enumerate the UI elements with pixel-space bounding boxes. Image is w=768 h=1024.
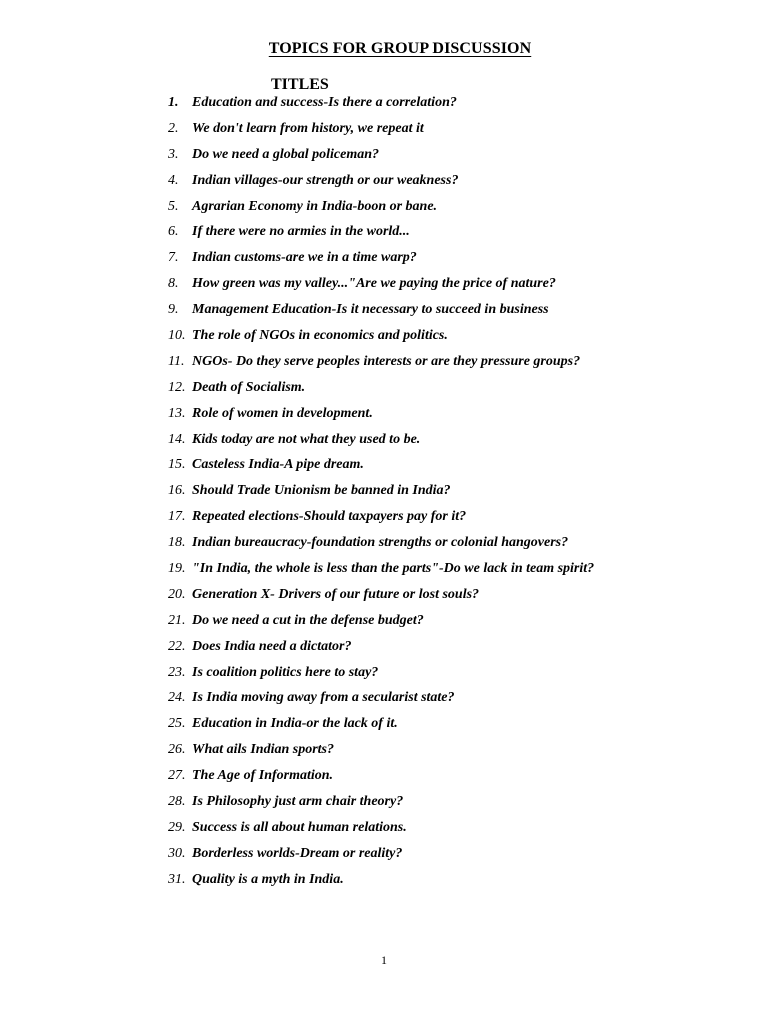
topic-text: Repeated elections-Should taxpayers pay for it?	[192, 509, 467, 525]
list-item	[168, 534, 594, 560]
topic-text: Management Education-Is it necessary to succeed in business	[192, 302, 549, 318]
topic-number: 8.	[168, 276, 179, 292]
list-item	[168, 793, 594, 819]
list-item	[168, 741, 594, 767]
topic-number: 19.	[168, 561, 186, 577]
topic-text: Education in India-or the lack of it.	[192, 716, 398, 732]
topic-text: Should Trade Unionism be banned in India?	[192, 483, 451, 499]
list-item	[168, 845, 594, 871]
list-item	[168, 275, 594, 301]
topic-number: 23.	[168, 664, 186, 680]
topic-number: 25.	[168, 716, 186, 732]
list-item	[168, 767, 594, 793]
topic-text: NGOs- Do they serve peoples interests or are they pressure groups?	[192, 353, 581, 369]
list-item	[168, 249, 594, 275]
topic-number: 15.	[168, 457, 186, 473]
list-item	[168, 327, 594, 353]
topic-text: Do we need a global policeman?	[192, 146, 380, 162]
list-item	[168, 120, 594, 146]
topic-number: 2.	[168, 120, 179, 136]
topic-text: Quality is a myth in India.	[192, 871, 344, 887]
topic-text: Education and success-Is there a correlation?	[192, 95, 457, 110]
topic-text: Casteless India-A pipe dream.	[192, 457, 364, 473]
list-item	[168, 638, 594, 664]
topic-text: Is coalition politics here to stay?	[192, 664, 379, 680]
topic-text: Success is all about human relations.	[192, 819, 407, 835]
topic-text: Does India need a dictator?	[192, 638, 352, 654]
list-item	[168, 715, 594, 741]
topic-number: 28.	[168, 794, 186, 810]
page-number: 1	[381, 953, 387, 967]
list-item	[168, 198, 594, 224]
topic-text: Role of women in development.	[192, 405, 373, 421]
topic-number: 20.	[168, 586, 186, 602]
list-item	[168, 871, 594, 897]
list-item	[168, 612, 594, 638]
topic-number: 29.	[168, 819, 186, 835]
topic-text: Is India moving away from a secularist state?	[192, 690, 455, 706]
list-item	[168, 560, 594, 586]
topic-number: 24.	[168, 690, 186, 706]
topic-number: 30.	[168, 845, 186, 861]
list-item	[168, 405, 594, 431]
topic-number: 14.	[168, 431, 186, 447]
list-item	[168, 353, 594, 379]
topic-number: 3.	[168, 146, 179, 162]
topic-number: 6.	[168, 224, 179, 240]
topic-number: 12.	[168, 379, 186, 395]
topic-number: 13.	[168, 405, 186, 421]
topic-number: 7.	[168, 250, 179, 266]
topic-text: Generation X- Drivers of our future or lost souls?	[192, 586, 480, 602]
list-item	[168, 664, 594, 690]
topic-number: 9.	[168, 302, 179, 318]
list-item	[168, 431, 594, 457]
topic-text: "In India, the whole is less than the parts"-Do we lack in team spirit?	[192, 561, 595, 577]
list-item	[168, 223, 594, 249]
list-item	[168, 819, 594, 845]
page-title: TOPICS FOR GROUP DISCUSSION	[268, 40, 532, 57]
topic-text: The Age of Information.	[192, 768, 334, 784]
topic-number: 1.	[168, 95, 179, 110]
section-heading: TITLES	[271, 76, 329, 93]
topic-text: What ails Indian sports?	[192, 742, 334, 758]
topic-text: Is Philosophy just arm chair theory?	[192, 794, 404, 810]
topic-text: Death of Socialism.	[192, 379, 306, 395]
topic-text: Do we need a cut in the defense budget?	[192, 612, 424, 628]
topic-number: 17.	[168, 509, 186, 525]
topic-text: We don't learn from history, we repeat it	[192, 120, 424, 136]
topic-number: 26.	[168, 742, 186, 758]
topic-text: Indian villages-our strength or our weakness?	[192, 172, 459, 188]
topic-number: 4.	[168, 172, 179, 188]
list-item	[168, 172, 594, 198]
topic-text: The role of NGOs in economics and politics.	[192, 328, 448, 344]
list-item	[168, 456, 594, 482]
topic-text: If there were no armies in the world...	[192, 224, 410, 240]
topic-number: 5.	[168, 198, 179, 214]
topic-text: Borderless worlds-Dream or reality?	[192, 845, 403, 861]
topic-text: How green was my valley..."Are we paying the price of nature?	[192, 276, 556, 292]
list-item	[168, 146, 594, 172]
topic-number: 27.	[168, 768, 186, 784]
list-item	[168, 301, 594, 327]
topic-text: Kids today are not what they used to be.	[192, 431, 421, 447]
topic-text: Indian customs-are we in a time warp?	[192, 250, 417, 266]
list-item	[168, 586, 594, 612]
list-item	[168, 94, 594, 120]
topic-number: 18.	[168, 535, 186, 551]
topic-number: 11.	[168, 353, 185, 369]
list-item	[168, 689, 594, 715]
list-item	[168, 508, 594, 534]
topic-number: 31.	[168, 871, 186, 887]
topic-number: 22.	[168, 638, 186, 654]
list-item	[168, 482, 594, 508]
topic-text: Agrarian Economy in India-boon or bane.	[192, 198, 438, 214]
topic-number: 10.	[168, 328, 186, 344]
topic-number: 21.	[168, 612, 186, 628]
list-item	[168, 379, 594, 405]
topic-text: Indian bureaucracy-foundation strengths or colonial hangovers?	[192, 535, 569, 551]
topic-list	[168, 94, 594, 897]
topic-number: 16.	[168, 483, 186, 499]
